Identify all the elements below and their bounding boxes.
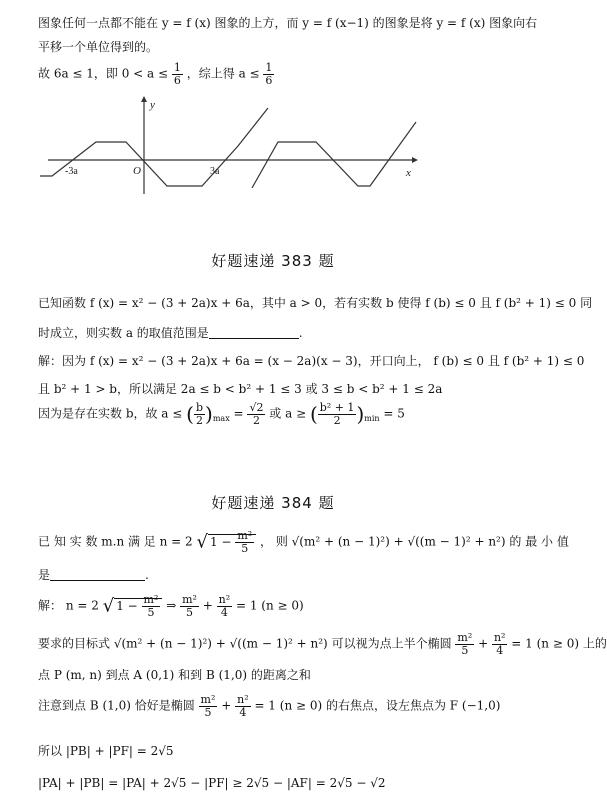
intro-line-3-part-b: ，综上得 a ≤	[186, 66, 260, 81]
origin-label: O	[133, 165, 141, 177]
p384-target-expression: √(m² + (n − 1)²) + √((m − 1)² + n²)	[291, 534, 506, 549]
p383-question-line-1: 已知函数 f (x) = x² − (3 + 2a)x + 6a，其中 a > 0，若有实数 b 使得 f (b) ≤ 0 且 f (b² + 1) ≤ 0 同	[38, 296, 593, 310]
p383-solution-line-2: 且 b² + 1 > b，所以满足 2a ≤ b < b² + 1 ≤ 3 或 3 ≤ b < b² + 1 ≤ 2a	[38, 382, 443, 396]
p384-question-line-2: 是 .	[38, 568, 149, 582]
p384-question-line-1: 已 知 实 数 m.n 满 足 n = 2 √ 1 − $\frac{\text{m²}}{5}$ ， 则 √(m² + (n − 1)²) + √((m − 1)² + n²) 的 最 小 值	[38, 529, 569, 555]
answer-blank	[50, 568, 145, 581]
p384-solution-line-5: 所以 |PB| + |PF| = 2√5	[38, 744, 174, 758]
p383-question-line-2: 时成立，则实数 a 的取值范围是 .	[38, 326, 303, 340]
neg-3a-label: -3a	[65, 166, 78, 177]
function-graph	[40, 96, 420, 196]
p383-solution-line-1: 解：因为 f (x) = x² − (3 + 2a)x + 6a = (x − 2a)(x − 3)，开口向上， f (b) ≤ 0 且 f (b² + 1) ≤ 0	[38, 354, 585, 368]
p384-solution-line-1: 解： n = 2 √ 1 − $\frac{\text{m²}}{5}$ ⇒ $\frac{\text{m²}}{5}$ + $\frac{\text{n²}}{4}$ = 1 (n ≥ 0)	[38, 593, 304, 619]
p384-solution-line-6: |PA| + |PB| = |PA| + 2√5 − |PF| ≥ 2√5 − |AF| = 2√5 − √2	[38, 776, 386, 790]
p384-solution-line-2: 要求的目标式 √(m² + (n − 1)²) + √((m − 1)² + n²) 可以视为点上半个椭圆 $\frac{\text{m²}}{5}$ + $\frac{\text{n²}}{4}$ = 1 (n ≥ 0) 上的	[38, 631, 607, 657]
p383-solution-line-3: 因为是存在实数 b，故 a ≤ ( $\frac{b}{2}$ )$_{max}$ = $\frac{√2}{2}$ 或 a ≥ ( $\frac{\text{b² + 1}}{2}$ )$_{min} = 5$	[38, 401, 405, 427]
answer-blank	[209, 326, 299, 339]
p384-solution-line-4: 注意到点 B (1,0) 恰好是椭圆 $\frac{\text{m²}}{5}$ + $\frac{\text{n²}}{4}$ = 1 (n ≥ 0) 的右焦点，设左焦点为 F (−1,0)	[38, 693, 501, 719]
intro-fraction-1: $\frac{1}{6}$	[173, 61, 181, 87]
intro-fraction-2: $\frac{1}{6}$	[265, 61, 273, 87]
p384-solution-line-3: 点 P (m, n) 到点 A (0,1) 和到 B (1,0) 的距离之和	[38, 668, 311, 682]
intro-line-1: 图象任何一点都不能在 y = f (x) 图象的上方，而 y = f (x−1) 的图象是将 y = f (x) 图象向右	[38, 16, 538, 30]
p383-frac-b-over-2: $\frac{b}{2}$	[195, 401, 204, 427]
pos-3a-label: 3a	[210, 166, 220, 177]
p383-frac-b2plus1-over-2: $\frac{\text{b² + 1}}{2}$	[319, 401, 355, 427]
y-axis-arrow	[141, 96, 147, 102]
intro-line-3	[38, 62, 274, 86]
p383-frac-sqrt2-over-2: $\frac{√2}{2}$	[249, 401, 264, 427]
graph-curve-2	[252, 122, 416, 188]
p383-question-text: 时成立，则实数 a 的取值范围是	[38, 326, 209, 340]
problem-384-title: 好题速递 384 题	[211, 494, 335, 512]
x-axis-arrow	[412, 157, 418, 163]
intro-line-3-part-a: 故 6a ≤ 1，即 0 < a ≤	[38, 66, 169, 81]
problem-383-title: 好题速递 383 题	[211, 252, 335, 270]
y-axis-label: y	[150, 99, 155, 111]
x-axis-label: x	[406, 167, 411, 179]
intro-line-2: 平移一个单位得到的。	[38, 40, 159, 54]
